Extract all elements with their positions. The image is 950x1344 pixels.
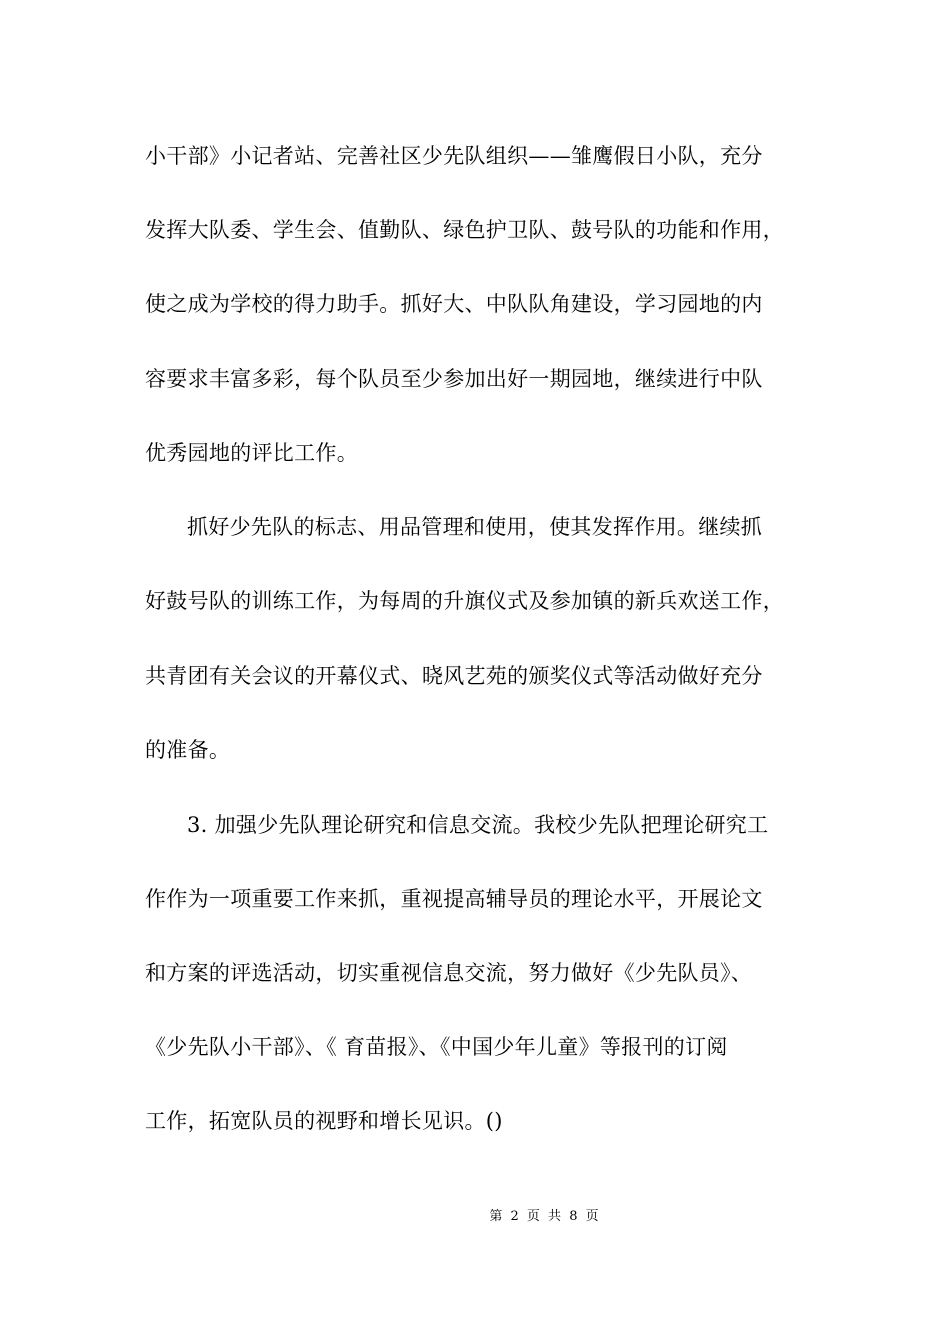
paragraph-1-line-1: 小干部》小记者站、完善社区少先队组织——雏鹰假日小队，充分 [145,144,763,168]
paragraph-2-line-2: 好鼓号队的训练工作，为每周的升旗仪式及参加镇的新兵欢送工作， [145,589,784,613]
paragraph-3-line-4: 《少先队小干部》、《 育苗报》、《中国少年儿童》等报刊的订阅 [145,1035,728,1059]
paragraph-1-line-2: 发挥大队委、学生会、值勤队、绿色护卫队、鼓号队的功能和作用， [145,218,784,242]
paragraph-2-line-4: 的准备。 [145,738,231,762]
page-number-footer: 第 2 页 共 8 页 [489,1209,601,1224]
paragraph-1-line-5: 优秀园地的评比工作。 [145,441,358,465]
paragraph-2-line-3: 共青团有关会议的开幕仪式、晓风艺苑的颁奖仪式等活动做好充分 [145,664,763,688]
paragraph-1-line-4: 容要求丰富多彩，每个队员至少参加出好一期园地，继续进行中队 [145,367,763,391]
paragraph-3-line-1: 3. 加强少先队理论研究和信息交流。我校少先队把理论研究工 [187,813,769,837]
paragraph-3-line-3: 和方案的评选活动，切实重视信息交流，努力做好《少先队员》、 [145,961,753,985]
paragraph-2-line-1: 抓好少先队的标志、用品管理和使用，使其发挥作用。继续抓 [187,515,763,539]
paragraph-3-line-2: 作作为一项重要工作来抓，重视提高辅导员的理论水平，开展论文 [145,887,763,911]
paragraph-1-line-3: 使之成为学校的得力助手。抓好大、中队队角建设，学习园地的内 [145,292,763,316]
paragraph-3-line-5: 工作，拓宽队员的视野和增长见识。() [145,1109,503,1133]
